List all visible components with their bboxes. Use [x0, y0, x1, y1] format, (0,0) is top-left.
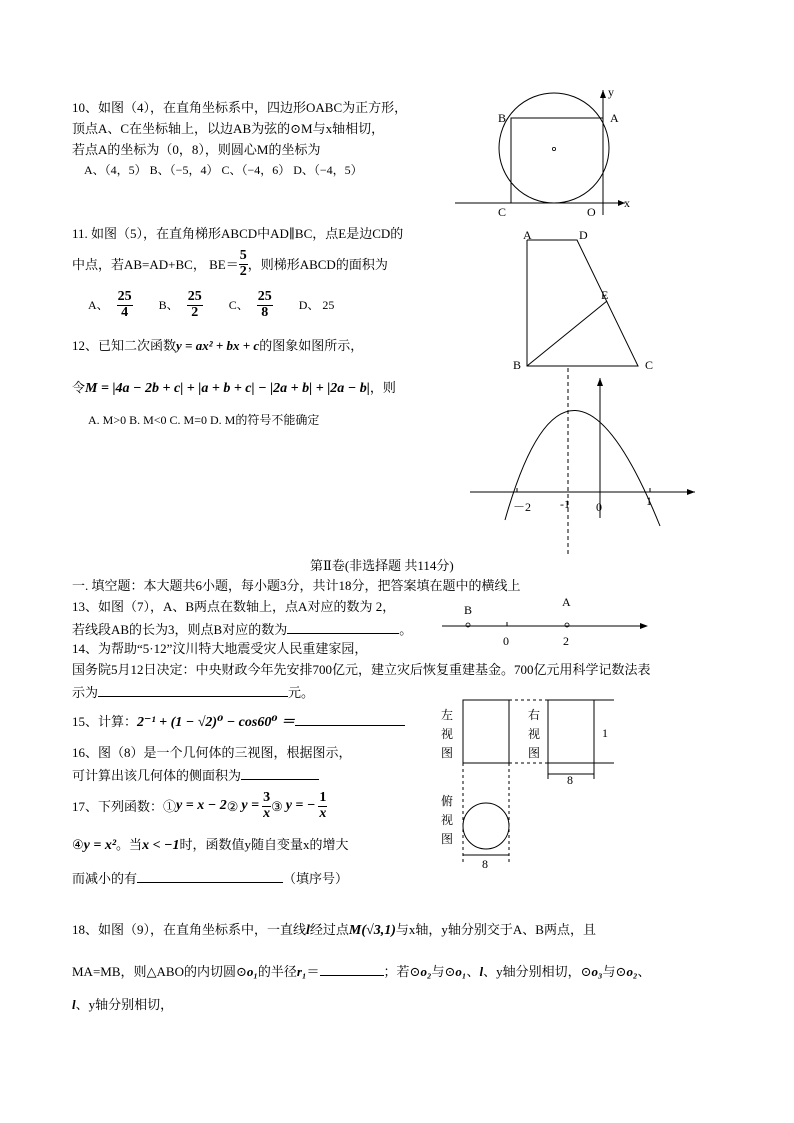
q10-fig-label-o: O — [587, 205, 596, 219]
q18-line2-g: 、y轴分别相切，⊙ — [483, 964, 592, 979]
q18-answer-blank[interactable] — [320, 963, 384, 976]
q12-m-formula: M = |4a − 2b + c| + |a + b + c| − |2a + b| + |2a − b| — [85, 381, 370, 396]
q18-line1-b: 经过点 — [309, 922, 349, 937]
q10-line1: 10、如图（4），在直角坐标系中，四边形OABC为正方形， — [72, 100, 408, 115]
q11-line1: 11. 如图（5），在直角梯形ABCD中AD∥BC，点E是边CD的 — [72, 226, 404, 241]
q18-l-ref: l — [479, 964, 484, 979]
q14-end: 元。 — [288, 685, 315, 700]
q11-fig-label-e: E — [601, 288, 609, 302]
q11-opt-a: A、 — [88, 298, 109, 312]
q16-right-view-c3: 图 — [528, 746, 541, 760]
q16-line2-text: 可计算出该几何体的侧面积为 — [72, 768, 242, 783]
q11-fig-label-a: A — [523, 228, 532, 242]
section-instructions: 一. 填空题：本大题共6小题，每小题3分，共计18分，把答案填在题中的横线上 — [72, 578, 521, 593]
q17-func-2-num: 3 — [263, 789, 271, 805]
q11-fig-label-b: B — [513, 358, 522, 372]
q15-formula: 2⁻¹ + (1 − √2)⁰ − cos60⁰ ＝ — [137, 715, 295, 730]
q14-line3-text: 示为 — [72, 685, 99, 700]
q11-line2 — [72, 246, 388, 282]
q16-three-views — [436, 695, 626, 875]
q12-line2-a: 令 — [72, 380, 86, 395]
q10-line3: 若点A的坐标为（0，8），则圆心M的坐标为 — [72, 142, 321, 157]
q18-line2-d: ；若⊙ — [383, 964, 421, 979]
q13-fig-label-two: 2 — [563, 634, 569, 648]
q16-fig-label-one: 1 — [602, 726, 608, 740]
q17-func-2-frac — [262, 791, 271, 821]
q16-top-view-c3: 图 — [441, 832, 454, 846]
q13-line1: 13、如图（7），A、B两点在数轴上，点A对应的数为 2， — [72, 599, 396, 614]
q12-line1 — [72, 339, 363, 352]
q18-o3: o₃ — [591, 964, 603, 979]
q11-opt-a-den: 4 — [121, 304, 129, 320]
q13-fig-label-zero: 0 — [503, 634, 509, 648]
q10-fig-label-y: y — [608, 85, 614, 99]
q18-line-l: l — [306, 923, 310, 938]
q10-fig-label-c: C — [498, 205, 507, 219]
section-title: 第Ⅱ卷(非选择题 共114分) — [310, 558, 454, 573]
q17-func-3-frac — [318, 791, 327, 821]
q18-o2-ref: o₂ — [626, 964, 638, 979]
q11-opt-c-den: 8 — [261, 304, 269, 320]
q15-answer-blank[interactable] — [295, 713, 405, 726]
q14-answer-blank[interactable] — [98, 684, 288, 697]
q16-top-view-c1: 俯 — [441, 794, 454, 808]
q15-label: 15、计算： — [72, 714, 138, 729]
q18-line2-c: ＝ — [306, 964, 320, 979]
q17-func-3-den: x — [319, 805, 327, 821]
q18-line2 — [72, 963, 651, 978]
q18-line2-a: MA=MB，则△ABO的内切圆⊙ — [72, 964, 247, 979]
q17-func-3-pre: y = − — [285, 798, 316, 813]
q12-line1-a: 12、已知二次函数 — [72, 338, 177, 353]
q13-answer-blank[interactable] — [287, 621, 399, 634]
q18-line1-a: 18、如图（9），在直角坐标系中，一直线 — [72, 922, 307, 937]
q18-line3 — [72, 998, 173, 1011]
q10-line2: 顶点A、C在坐标轴上，以边AB为弦的⊙M与x轴相切， — [72, 121, 385, 136]
q17-line1 — [72, 786, 327, 826]
q16-answer-blank[interactable] — [241, 767, 319, 780]
q16-left-view-c2: 视 — [441, 727, 454, 741]
q17-answer-blank[interactable] — [137, 870, 283, 883]
q11-opt-c-num: 25 — [257, 288, 272, 304]
q17-line3 — [72, 870, 348, 885]
q18-line2-i: 、 — [637, 964, 651, 979]
q15-line — [72, 713, 405, 730]
q18-line2-h: 与⊙ — [602, 964, 627, 979]
q16-right-view-c1: 右 — [528, 708, 541, 722]
q17-func-2-pre: y = — [241, 798, 260, 813]
q13-line2 — [72, 621, 412, 636]
q14-line3 — [72, 684, 314, 699]
q14-line1: 14、为帮助“5·12”汶川特大地震受灾人民重建家园， — [72, 641, 368, 656]
q12-line1-b: 的图象如图所示， — [259, 338, 364, 353]
q16-fig-label-eight-2: 8 — [482, 857, 488, 871]
q12-fig-label-m2: －2 — [513, 500, 532, 514]
q11-opt-d: D、 25 — [298, 298, 335, 312]
q11-opt-c: C、 — [228, 298, 249, 312]
q12-line2 — [72, 381, 396, 396]
q17-line2 — [72, 838, 349, 853]
q18-point-m: M(√3,1) — [348, 923, 396, 938]
q12-fig-label-one: 1 — [646, 494, 652, 508]
q11-opt-b-num: 25 — [187, 288, 202, 304]
q10-fig-label-x: x — [624, 196, 630, 210]
q13-fig-label-a: A — [562, 595, 571, 609]
q11-opt-b: B、 — [158, 298, 179, 312]
q17-func-1: y = x − 2 — [176, 798, 227, 813]
q18-line1 — [72, 923, 596, 938]
q18-r1: r₁ — [296, 964, 307, 979]
q17-line3-end: （填序号） — [283, 871, 349, 886]
q14-line2: 国务院5月12日决定：中央财政今年先安排700亿元，建立灾后恢复重建基金。700亿元用科学记数法表 — [72, 662, 651, 677]
q12-fig-label-m1: -1 — [560, 497, 570, 511]
q17-func-4: y = x² — [83, 838, 117, 853]
q11-options — [88, 285, 334, 325]
q12-figure — [465, 368, 705, 558]
q11-be-fraction — [239, 249, 248, 279]
q18-line1-c: 与x轴，y轴分别交于A、B两点，且 — [395, 922, 596, 937]
q16-line2 — [72, 767, 319, 782]
q10-figure — [450, 80, 650, 225]
q17-line1-a: 17、下列函数：① — [72, 798, 177, 814]
q17-line2-c: 时，函数值y随自变量x的增大 — [179, 837, 349, 852]
q10-fig-label-b: B — [498, 111, 507, 125]
q17-func-2-den: x — [263, 805, 271, 821]
q16-top-view-c2: 视 — [441, 813, 454, 827]
q17-func-3-num: 1 — [319, 789, 327, 805]
q18-l-ref-2: l — [72, 997, 76, 1012]
q17-line3-text: 而减小的有 — [72, 871, 138, 886]
q11-fig-label-d: D — [579, 228, 588, 242]
q11-figure — [505, 228, 665, 378]
q18-o2: o₂ — [420, 964, 432, 979]
q18-line2-e: 与⊙ — [431, 964, 456, 979]
q10-options: A、（4，5） B、（−5，4） C、（−4，6） D、（−4，5） — [84, 163, 363, 177]
q12-line2-b: ，则 — [369, 380, 396, 395]
q17-circle-3: ③ — [271, 798, 283, 814]
q12-fig-label-zero: 0 — [596, 500, 602, 514]
q16-fig-label-eight-1: 8 — [567, 773, 573, 787]
q18-o1: o₁ — [246, 964, 258, 979]
q17-condition: x < −1 — [142, 838, 180, 853]
q13-number-line — [440, 592, 655, 652]
q12-quadratic: y = ax² + bx + c — [176, 338, 260, 353]
q16-left-view-c1: 左 — [441, 708, 454, 722]
q11-opt-a-num: 25 — [117, 288, 132, 304]
q13-fig-label-b: B — [464, 603, 473, 617]
q11-opt-b-frac — [187, 290, 203, 320]
q11-line2-a: 中点，若AB=AD+BC， BE＝ — [72, 256, 239, 272]
q18-line2-f: 、 — [466, 964, 480, 979]
q11-line2-b: ，则梯形ABCD的面积为 — [247, 256, 388, 272]
q11-opt-b-den: 2 — [191, 304, 199, 320]
q16-right-view-c2: 视 — [528, 727, 541, 741]
q17-line2-b: 。当 — [116, 837, 143, 852]
q12-options: A. M>0 B. M<0 C. M=0 D. M的符号不能确定 — [88, 413, 320, 427]
q11-opt-c-frac — [257, 290, 273, 320]
q13-line2-text: 若线段AB的长为3，则点B对应的数为 — [72, 622, 288, 637]
q11-opt-a-frac — [117, 290, 133, 320]
q13-end: 。 — [399, 622, 413, 637]
q10-fig-label-a: A — [610, 111, 619, 125]
q17-circle-2: ② — [226, 798, 239, 814]
q16-line1: 16、图（8）是一个几何体的三视图，根据图示， — [72, 745, 352, 760]
q18-line2-b: 的半径 — [257, 964, 297, 979]
q16-left-view-c3: 图 — [441, 746, 454, 760]
q18-o1-ref: o₁ — [455, 964, 467, 979]
q11-be-num: 5 — [239, 247, 247, 263]
q17-circle-4: ④ — [72, 837, 84, 852]
q11-be-den: 2 — [239, 263, 247, 279]
q11-fig-label-c: C — [645, 358, 654, 372]
q18-line3-b: 、y轴分别相切， — [75, 997, 174, 1012]
